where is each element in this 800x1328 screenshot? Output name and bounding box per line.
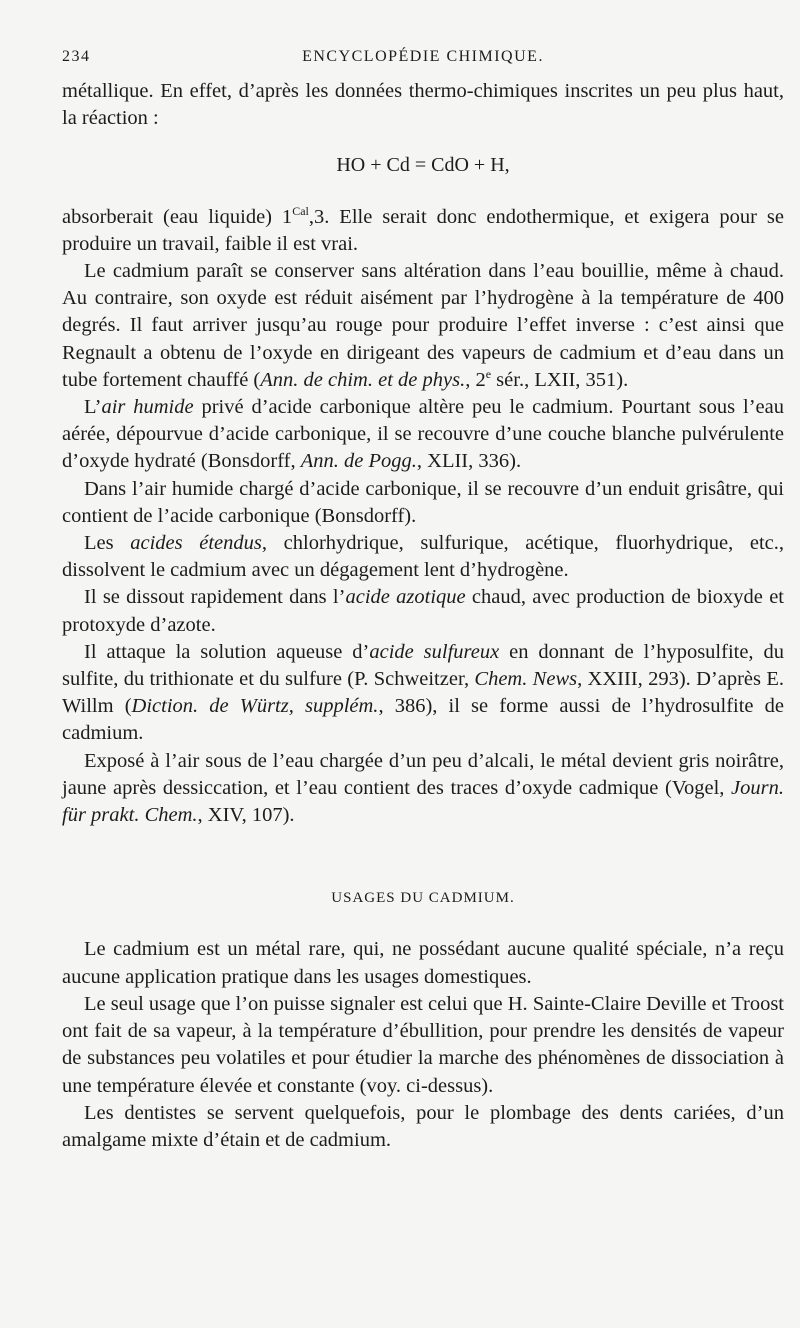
emphasis: air humide xyxy=(101,396,194,419)
text-span: , XLII, 336). xyxy=(416,450,522,473)
text-span: absorberait (eau liquide) 1 xyxy=(62,205,293,228)
paragraph-12: Les dentistes se servent quelquefois, pour le plombage des dents cariées, d’un amalgame mixte d’étain et de cadmium. xyxy=(62,1101,784,1151)
running-title: ENCYCLOPÉDIE CHIMIQUE. xyxy=(302,48,544,65)
paragraph-6 xyxy=(62,530,784,584)
citation: Diction. de Würtz, supplém. xyxy=(131,695,379,718)
text-span: L’ xyxy=(84,396,102,419)
text-span: , chlorhydrique, sulfurique, acétique, fluorhydrique, etc., dissolvent le cadmium avec un dégagement lent d’hydrogène. xyxy=(62,532,784,582)
superscript: Cal xyxy=(292,203,309,218)
paragraph-11: Le seul usage que l’on puisse signaler est celui que H. Sainte-Claire Deville et Troost ont fait de sa vapeur, à la température d’ébullition, pour prendre les densités de vapeur de substances peu volatiles et pour étudier la marche des phénomènes de dissociation à une température élevée et constante (voy. ci-dessus). xyxy=(62,992,784,1097)
citation: Chem. News xyxy=(474,668,578,691)
text-span: ,3. Elle serait donc endothermique, et exigera pour se produire un travail, faible il est vrai. xyxy=(62,205,784,255)
paragraph-4 xyxy=(62,394,784,476)
text-span: sér., LXII, 351). xyxy=(491,368,629,391)
text-span: privé d’acide carbonique altère peu le cadmium. Pourtant sous l’eau aérée, dépourvue d’acide carbonique, il se recouvre d’une couche blanche pulvérulente d’oxyde hydraté (Bonsdorff, xyxy=(62,396,784,473)
text-span: , XIV, 107). xyxy=(197,804,295,827)
paragraph-8 xyxy=(62,639,784,748)
paragraph-2 xyxy=(62,204,784,258)
text-span: Il se dissout rapidement dans l’ xyxy=(84,586,346,609)
page-number: 234 xyxy=(62,48,91,65)
superscript: e xyxy=(485,367,492,381)
book-page xyxy=(62,48,784,1154)
paragraph-5: Dans l’air humide chargé d’acide carbonique, il se recouvre d’un enduit grisâtre, qui contient de l’acide carbonique (Bonsdorff). xyxy=(62,477,784,527)
citation: Journ. für prakt. Chem. xyxy=(62,776,784,827)
paragraph-9 xyxy=(62,748,784,830)
chemical-equation: HO + Cd = CdO + H, xyxy=(336,154,510,177)
text-span: , 386), il se forme aussi de l’hydrosulfite de cadmium. xyxy=(62,695,784,745)
paragraph-7 xyxy=(62,584,784,638)
page-header xyxy=(62,48,784,78)
citation: Ann. de Pogg. xyxy=(300,450,417,473)
text-span: , 2 xyxy=(465,368,486,391)
text-span: , XXIII, 293). D’après E. Willm ( xyxy=(62,668,784,718)
text-span: chaud, avec production de bioxyde et protoxyde d’azote. xyxy=(62,586,784,636)
paragraph-3 xyxy=(62,258,784,394)
page-body xyxy=(62,78,784,1154)
paragraph-10: Le cadmium est un métal rare, qui, ne possédant aucune qualité spéciale, n’a reçu aucune application pratique dans les usages domestiques. xyxy=(62,938,784,988)
text-span: Les xyxy=(84,532,131,555)
emphasis: acide sulfureux xyxy=(369,640,500,663)
paragraph-1: métallique. En effet, d’après les données thermo-chimiques inscrites un peu plus haut, la réaction : xyxy=(62,80,784,130)
text-span: Exposé à l’air sous de l’eau chargée d’un peu d’alcali, le métal devient gris noirâtre, jaune après dessiccation, et l’eau contient des traces d’oxyde cadmique (Vogel, xyxy=(62,749,784,799)
text-span: en donnant de l’hyposulfite, du sulfite, du trithionate et du sulfure (P. Schweitzer, xyxy=(62,640,784,691)
citation: Ann. de chim. et de phys. xyxy=(260,368,466,391)
text-span: Le cadmium paraît se conserver sans altération dans l’eau bouillie, même à chaud. Au contraire, son oxyde est réduit aisément par l’hydrogène à la température de 400 degrés. Il faut arriver jusqu’au rouge pour produire l’effet inverse : c’est ainsi que Regnault a obtenu de l’oxyde en dirigeant des vapeurs de cadmium et d’eau dans un tube fortement chauffé ( xyxy=(62,260,784,391)
emphasis: acides étendus xyxy=(130,532,262,555)
text-span: Il attaque la solution aqueuse d’ xyxy=(84,640,370,663)
emphasis: acide azotique xyxy=(345,586,466,609)
section-heading: USAGES DU CADMIUM. xyxy=(331,890,515,907)
